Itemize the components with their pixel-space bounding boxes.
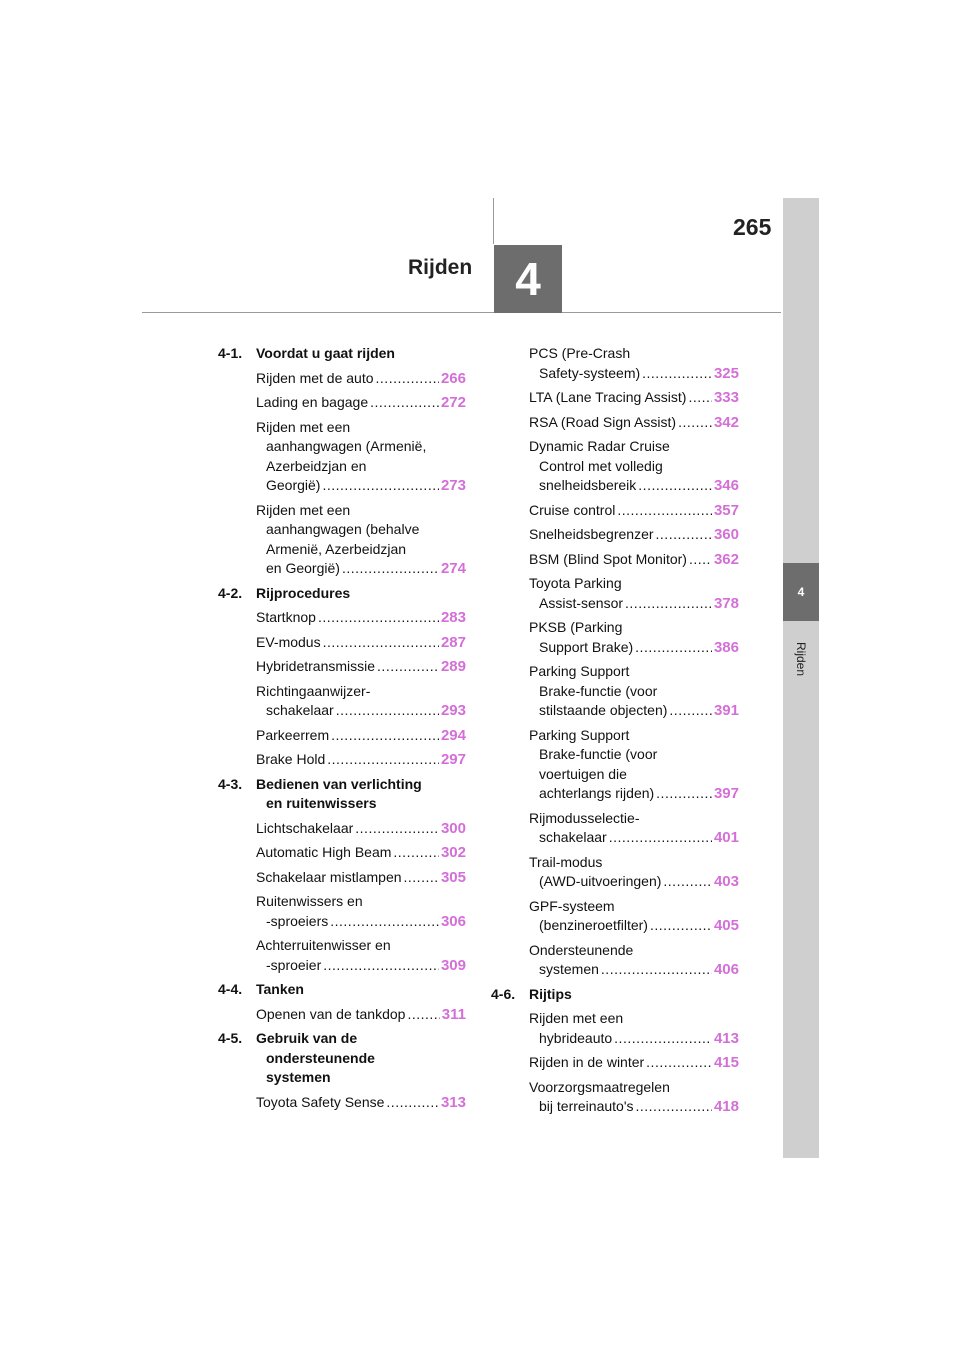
entry-last-line <box>529 1053 739 1073</box>
page-reference-link[interactable]: 401 <box>713 829 739 846</box>
toc-entry[interactable] <box>256 633 466 653</box>
entry-text-line: Trail-modus <box>529 853 603 870</box>
entry-text-line: snelheidsbereik <box>539 477 637 493</box>
entry-text-line: Schakelaar mistlampen <box>256 868 402 885</box>
section-number: 4-2. <box>218 584 243 601</box>
toc-column-right <box>491 344 739 1122</box>
dot-leader <box>386 1093 439 1113</box>
toc-entry[interactable] <box>256 750 466 770</box>
entry-last-line <box>529 364 739 384</box>
toc-entry[interactable] <box>256 892 466 931</box>
section-title-line: systemen <box>266 1069 331 1085</box>
toc-entry[interactable] <box>529 1009 739 1048</box>
side-tab-number: 4 <box>797 585 805 599</box>
toc-entry[interactable] <box>256 369 466 389</box>
toc-entry[interactable] <box>529 1053 739 1073</box>
entry-last-line <box>529 960 739 980</box>
entry-text-line: schakelaar <box>266 702 334 718</box>
dot-leader <box>636 1097 712 1117</box>
page-reference-link[interactable]: 294 <box>440 726 466 744</box>
toc-entry[interactable] <box>256 501 466 579</box>
entry-text-line: Cruise control <box>529 501 616 518</box>
entry-last-line <box>529 501 739 521</box>
entry-last-line <box>256 868 466 888</box>
toc-entry[interactable] <box>529 344 739 383</box>
entry-text-line: Azerbeidzjan en <box>266 457 367 474</box>
toc-entry[interactable] <box>529 662 739 721</box>
dot-leader <box>318 608 439 628</box>
dot-leader <box>327 750 439 770</box>
entry-text-line: en Georgië) <box>266 560 340 576</box>
dot-leader <box>650 916 712 936</box>
entry-last-line <box>529 525 739 545</box>
dot-leader <box>688 388 712 408</box>
toc-entry[interactable] <box>529 809 739 848</box>
entry-last-line <box>256 657 466 677</box>
toc-section-heading <box>218 980 466 1000</box>
entry-text-line: Parking Support <box>529 663 630 679</box>
dot-leader <box>635 638 712 658</box>
toc-entry[interactable] <box>529 1078 739 1117</box>
entry-text-line: Hybridetransmissie <box>256 658 376 674</box>
toc-section-heading <box>218 775 466 814</box>
toc-entry[interactable] <box>529 618 739 657</box>
toc-entry[interactable] <box>256 726 466 746</box>
entry-last-line <box>529 594 739 614</box>
entry-last-line <box>256 843 466 863</box>
page-reference-link[interactable]: 342 <box>713 413 739 431</box>
entry-last-line <box>529 701 739 721</box>
entry-text-line: Lichtschakelaar <box>256 819 354 836</box>
dot-leader <box>336 701 439 721</box>
toc-entry[interactable] <box>256 393 466 413</box>
entry-text-line: hybrideauto <box>539 1029 613 1046</box>
toc-entry[interactable] <box>256 843 466 863</box>
dot-leader <box>342 559 439 579</box>
dot-leader <box>638 476 712 496</box>
entry-last-line <box>256 559 466 579</box>
page-reference-link[interactable]: 333 <box>713 389 739 406</box>
section-title <box>256 1029 375 1088</box>
toc-entry[interactable] <box>529 437 739 496</box>
entry-text-line: Safety-systeem) <box>539 364 641 381</box>
section-number: 4-1. <box>218 345 243 361</box>
entry-text-line: Automatic High Beam <box>256 844 392 860</box>
toc-entry[interactable] <box>256 608 466 628</box>
dot-leader <box>377 657 439 677</box>
entry-text-line: voertuigen die <box>539 765 627 782</box>
entry-text-line: Ondersteunende <box>529 941 634 958</box>
page-reference-link[interactable]: 302 <box>440 844 466 861</box>
page-reference-link[interactable]: 397 <box>713 785 739 802</box>
page-reference-link[interactable]: 415 <box>713 1054 739 1071</box>
entry-last-line <box>256 476 466 496</box>
entry-last-line <box>529 413 739 433</box>
dot-leader <box>656 525 712 545</box>
dot-leader <box>642 364 712 384</box>
page-reference-link[interactable]: 406 <box>713 961 739 978</box>
dot-leader <box>393 843 439 863</box>
entry-text-line: Control met volledig <box>539 457 663 474</box>
entry-last-line <box>529 784 739 804</box>
entry-text-line: Lading en bagage <box>256 394 369 410</box>
section-title-line: en ruitenwissers <box>266 795 377 811</box>
section-title <box>529 985 572 1005</box>
entry-text-line: LTA (Lane Tracing Assist) <box>529 389 687 405</box>
dot-leader <box>669 701 712 721</box>
toc-section-heading <box>218 1029 466 1088</box>
entry-last-line <box>256 701 466 721</box>
entry-last-line <box>529 476 739 496</box>
dot-leader <box>663 872 712 892</box>
entry-last-line <box>529 1029 739 1049</box>
entry-text-line: (benzineroetfilter) <box>539 917 648 933</box>
page-reference-link[interactable]: 273 <box>440 477 466 494</box>
entry-last-line <box>256 912 466 932</box>
entry-last-line <box>529 872 739 892</box>
entry-text-line: Openen van de tankdop <box>256 1005 406 1022</box>
page-reference-link[interactable]: 378 <box>713 594 739 612</box>
dot-leader <box>331 726 439 746</box>
page-reference-link[interactable]: 346 <box>713 477 739 494</box>
entry-last-line <box>256 608 466 628</box>
toc-entry[interactable] <box>529 388 739 408</box>
page-reference-link[interactable]: 311 <box>441 1005 466 1023</box>
dot-leader <box>601 960 712 980</box>
page-reference-link[interactable]: 386 <box>713 638 739 656</box>
entry-text-line: Rijden in de winter <box>529 1054 645 1070</box>
page-reference-link[interactable]: 357 <box>713 501 739 519</box>
section-number: 4-3. <box>218 775 243 792</box>
section-title <box>256 584 350 604</box>
toc-entry[interactable] <box>529 574 739 613</box>
entry-last-line <box>256 726 466 746</box>
toc-entry[interactable] <box>256 819 466 839</box>
entry-text-line: PKSB (Parking <box>529 619 623 635</box>
entry-text-line: EV-modus <box>256 633 321 650</box>
entry-last-line <box>529 550 739 570</box>
dot-leader <box>404 868 439 888</box>
toc-section-heading <box>218 584 466 604</box>
entry-last-line <box>256 633 466 653</box>
chapter-title: Rijden <box>408 256 473 279</box>
page-reference-link[interactable]: 272 <box>440 394 466 411</box>
toc-entry[interactable] <box>529 413 739 433</box>
page-reference-link[interactable]: 297 <box>440 751 466 768</box>
entry-last-line <box>256 369 466 389</box>
side-tab-label: Rijden <box>794 641 808 677</box>
section-title-line: Voordat u gaat rijden <box>256 345 395 361</box>
entry-last-line <box>529 1097 739 1117</box>
toc-entry[interactable] <box>256 936 466 975</box>
side-strip <box>783 198 819 1158</box>
entry-text-line: Support Brake) <box>539 638 634 655</box>
dot-leader <box>407 1005 439 1025</box>
entry-last-line <box>256 1005 466 1025</box>
entry-text-line: Voorzorgsmaatregelen <box>529 1078 670 1095</box>
page-reference-link[interactable]: 309 <box>440 956 466 974</box>
dot-leader <box>323 956 439 976</box>
entry-last-line <box>529 916 739 936</box>
toc-entry[interactable] <box>529 525 739 545</box>
page-reference-link[interactable]: 418 <box>713 1098 739 1115</box>
page-reference-link[interactable]: 313 <box>440 1093 466 1111</box>
dot-leader <box>646 1053 712 1073</box>
toc-entry[interactable] <box>529 941 739 980</box>
section-title-line: Bedienen van verlichting <box>256 775 422 792</box>
entry-text-line: systemen <box>539 961 599 977</box>
dot-leader <box>370 393 439 413</box>
entry-text-line: Richtingaanwijzer- <box>256 682 371 699</box>
entry-text-line: Rijmodusselectie- <box>529 809 640 826</box>
entry-text-line: aanhangwagen (Armenië, <box>266 438 427 454</box>
dot-leader <box>355 819 439 839</box>
side-tab-chapter[interactable] <box>783 563 819 621</box>
entry-text-line: Georgië) <box>266 477 321 493</box>
entry-text-line: Dynamic Radar Cruise <box>529 438 670 454</box>
dot-leader <box>614 1029 712 1049</box>
dot-leader <box>617 501 712 521</box>
section-title <box>256 775 422 814</box>
section-title-line: Gebruik van de <box>256 1030 358 1046</box>
page-reference-link[interactable]: 289 <box>440 658 466 675</box>
header-horizontal-rule <box>142 312 781 313</box>
entry-text-line: Brake Hold <box>256 751 326 767</box>
entry-text-line: Rijden met een <box>256 501 351 518</box>
entry-last-line <box>256 956 466 976</box>
entry-last-line <box>256 393 466 413</box>
dot-leader <box>678 413 712 433</box>
entry-text-line: (AWD-uitvoeringen) <box>539 873 662 889</box>
page-reference-link[interactable]: 306 <box>440 912 466 930</box>
dot-leader <box>656 784 712 804</box>
section-title-line: Rijprocedures <box>256 584 351 601</box>
toc-entry[interactable] <box>256 418 466 496</box>
page-reference-link[interactable]: 362 <box>713 550 739 568</box>
page-reference-link[interactable]: 360 <box>713 526 739 543</box>
toc-entry[interactable] <box>529 726 739 804</box>
page-reference-link[interactable]: 274 <box>440 560 466 577</box>
toc-section-heading <box>491 985 739 1005</box>
toc-entry[interactable] <box>529 550 739 570</box>
section-title <box>256 344 395 364</box>
section-title <box>256 980 304 1000</box>
entry-text-line: BSM (Blind Spot Monitor) <box>529 550 687 567</box>
entry-text-line: Brake-functie (voor <box>539 682 658 699</box>
page-reference-link[interactable]: 305 <box>440 868 466 886</box>
toc-entry[interactable] <box>256 1093 466 1113</box>
entry-text-line: Parkeerrem <box>256 726 330 743</box>
entry-text-line: aanhangwagen (behalve <box>266 521 420 537</box>
dot-leader <box>689 550 712 570</box>
entry-text-line: PCS (Pre-Crash <box>529 345 631 361</box>
entry-text-line: stilstaande objecten) <box>539 702 668 718</box>
entry-last-line <box>256 819 466 839</box>
entry-last-line <box>256 1093 466 1113</box>
dot-leader <box>330 912 439 932</box>
page-reference-link[interactable]: 413 <box>713 1029 739 1047</box>
section-number: 4-6. <box>491 985 516 1002</box>
entry-text-line: Toyota Safety Sense <box>256 1093 385 1110</box>
page-reference-link[interactable]: 266 <box>440 369 466 387</box>
page-reference-link[interactable]: 293 <box>440 702 466 719</box>
toc-entry[interactable] <box>256 1005 466 1025</box>
entry-text-line: Rijden met een <box>256 418 351 435</box>
entry-text-line: Ruitenwissers en <box>256 893 363 909</box>
page-number: 265 <box>733 214 772 240</box>
entry-text-line: Achterruitenwisser en <box>256 937 391 953</box>
toc-section-heading <box>218 344 466 364</box>
entry-text-line: Snelheidsbegrenzer <box>529 526 654 542</box>
chapter-number: 4 <box>515 253 541 305</box>
section-title-line: Rijtips <box>529 985 572 1002</box>
page-reference-link[interactable]: 391 <box>713 702 739 719</box>
dot-leader <box>625 594 712 614</box>
entry-last-line <box>529 638 739 658</box>
page-reference-link[interactable]: 403 <box>713 873 739 890</box>
entry-text-line: achterlangs rijden) <box>539 785 655 801</box>
header-vertical-rule <box>493 198 494 244</box>
dot-leader <box>376 369 439 389</box>
entry-text-line: Startknop <box>256 609 316 625</box>
section-title-line: Tanken <box>256 981 304 997</box>
toc-entry[interactable] <box>256 657 466 677</box>
entry-text-line: Brake-functie (voor <box>539 746 658 762</box>
entry-last-line <box>529 828 739 848</box>
dot-leader <box>609 828 712 848</box>
entry-text-line: -sproeier <box>266 956 322 973</box>
entry-text-line: RSA (Road Sign Assist) <box>529 413 677 430</box>
entry-text-line: schakelaar <box>539 829 607 845</box>
page-reference-link[interactable]: 405 <box>713 917 739 934</box>
page-reference-link[interactable]: 287 <box>440 633 466 651</box>
entry-text-line: Parking Support <box>529 726 630 743</box>
page-reference-link[interactable]: 283 <box>440 609 466 626</box>
chapter-number-box <box>494 245 562 313</box>
section-number: 4-5. <box>218 1030 243 1046</box>
toc-entry[interactable] <box>256 682 466 721</box>
entry-text-line: Rijden met een <box>529 1010 624 1026</box>
page-reference-link[interactable]: 325 <box>713 364 739 382</box>
entry-text-line: Assist-sensor <box>539 594 624 611</box>
entry-last-line <box>256 750 466 770</box>
toc-entry[interactable] <box>529 897 739 936</box>
toc-entry[interactable] <box>256 868 466 888</box>
entry-text-line: -sproeiers <box>266 912 329 929</box>
entry-text-line: bij terreinauto's <box>539 1098 634 1114</box>
section-number: 4-4. <box>218 981 243 997</box>
entry-text-line: Armenië, Azerbeidzjan <box>266 540 407 557</box>
entry-text-line: Rijden met de auto <box>256 369 374 386</box>
toc-column-left <box>218 344 466 1117</box>
entry-last-line <box>529 388 739 408</box>
entry-text-line: GPF-systeem <box>529 897 615 914</box>
section-title-line: ondersteunende <box>266 1049 375 1066</box>
toc-entry[interactable] <box>529 853 739 892</box>
dot-leader <box>322 476 439 496</box>
page-reference-link[interactable]: 300 <box>440 819 466 837</box>
dot-leader <box>323 633 439 653</box>
toc-entry[interactable] <box>529 501 739 521</box>
entry-text-line: Toyota Parking <box>529 575 622 591</box>
